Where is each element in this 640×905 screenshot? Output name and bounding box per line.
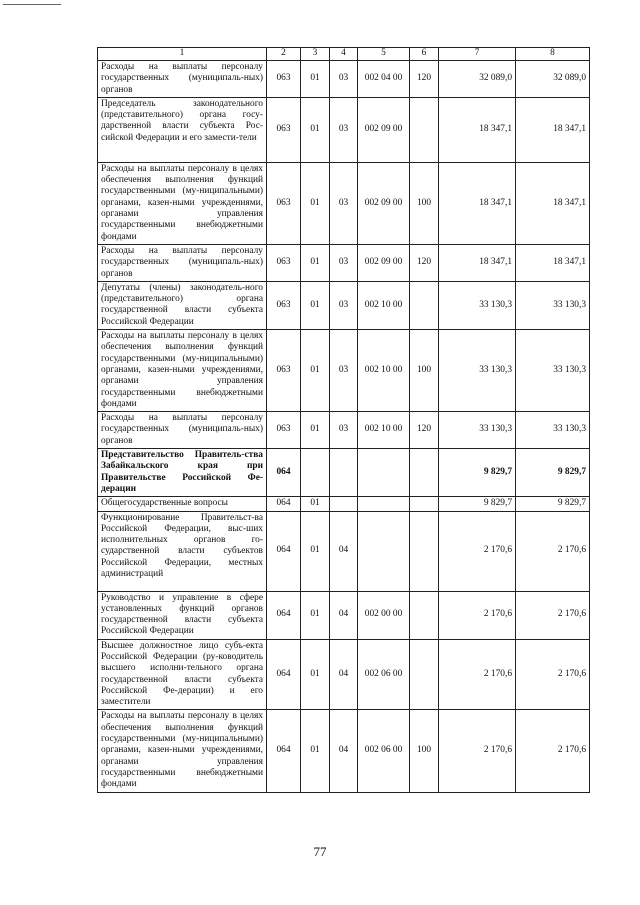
header-cell: 1 [98,48,267,61]
expense-type-cell: 100 [410,710,439,792]
section-cell: 01 [301,162,330,244]
expense-type-cell [410,497,439,511]
header-cell: 5 [358,48,410,61]
table-row [98,511,590,591]
ved-cell: 064 [267,449,301,497]
table-row [98,639,590,710]
amount-cell: 9 829,7 [439,497,516,511]
ved-cell: 063 [267,61,301,98]
amount-cell: 18 347,1 [516,97,590,162]
target-article-cell: 002 06 00 [358,639,410,710]
name-cell: Руководство и управление в сфере установленных функций органов государственной власти субъекта Российской Федерации [98,591,267,639]
table-row [98,97,590,162]
amount-cell: 9 829,7 [516,449,590,497]
name-cell: Председатель законодательного (представительного) органа госу-дарственной власти субъекта Рос-сийской Федерации и его замести-тели [98,97,267,162]
table-row [98,244,590,281]
expense-type-cell [410,449,439,497]
section-cell: 01 [301,61,330,98]
header-cell: 6 [410,48,439,61]
subsection-cell: 04 [330,639,358,710]
amount-cell: 9 829,7 [439,449,516,497]
amount-cell: 2 170,6 [516,639,590,710]
amount-cell: 2 170,6 [439,511,516,591]
expense-type-cell [410,511,439,591]
amount-cell: 33 130,3 [439,330,516,412]
expense-type-cell [410,97,439,162]
ved-cell: 064 [267,639,301,710]
name-cell: Представительство Правитель-ства Забайкальского края при Правительстве Российской Фе-дерации [98,449,267,497]
expense-type-cell: 120 [410,61,439,98]
amount-cell: 2 170,6 [516,591,590,639]
section-cell: 01 [301,281,330,329]
table-row [98,497,590,511]
ved-cell: 063 [267,281,301,329]
ved-cell: 063 [267,97,301,162]
section-cell: 01 [301,497,330,511]
amount-cell: 2 170,6 [516,710,590,792]
subsection-cell: 04 [330,591,358,639]
subsection-cell: 03 [330,244,358,281]
ved-cell: 063 [267,244,301,281]
name-cell: Расходы на выплаты персоналу государственных (муниципаль-ных) органов [98,244,267,281]
table-row [98,61,590,98]
expense-type-cell: 100 [410,330,439,412]
amount-cell: 18 347,1 [516,244,590,281]
expense-type-cell [410,639,439,710]
amount-cell: 33 130,3 [516,281,590,329]
amount-cell: 2 170,6 [439,710,516,792]
section-cell: 01 [301,639,330,710]
subsection-cell [330,497,358,511]
name-cell: Расходы на выплаты персоналу государственных (муниципаль-ных) органов [98,61,267,98]
header-cell: 2 [267,48,301,61]
table-row [98,330,590,412]
subsection-cell: 04 [330,511,358,591]
ved-cell: 064 [267,497,301,511]
ved-cell: 064 [267,710,301,792]
amount-cell: 18 347,1 [439,97,516,162]
section-cell: 01 [301,330,330,412]
amount-cell: 2 170,6 [516,511,590,591]
target-article-cell: 002 09 00 [358,244,410,281]
table-row [98,710,590,792]
target-article-cell: 002 10 00 [358,330,410,412]
subsection-cell: 03 [330,281,358,329]
name-cell: Расходы на выплаты персоналу в целях обеспечения выполнения функций государственными (му-ниципальными) органами, казен-ными учреждениями, органами управления государственными внебюджетными фондами [98,162,267,244]
section-cell: 01 [301,244,330,281]
page-number: 77 [313,844,327,859]
amount-cell: 18 347,1 [439,162,516,244]
table-row [98,162,590,244]
section-cell [301,449,330,497]
target-article-cell [358,497,410,511]
name-cell: Высшее должностное лицо субъ-екта Российской Федерации (ру-ководитель высшего исполни-тельного органа государственной власти субъекта Российской Фе-дерации) и его заместители [98,639,267,710]
target-article-cell: 002 00 00 [358,591,410,639]
ved-cell: 064 [267,511,301,591]
header-cell: 3 [301,48,330,61]
ved-cell: 063 [267,412,301,449]
target-article-cell: 002 09 00 [358,97,410,162]
section-cell: 01 [301,710,330,792]
section-cell: 01 [301,97,330,162]
header-row [98,48,590,61]
name-cell: Депутаты (члены) законодатель-ного (представительного) органа государственной власти субъекта Российской Федерации [98,281,267,329]
header-cell: 4 [330,48,358,61]
amount-cell: 2 170,6 [439,639,516,710]
target-article-cell [358,511,410,591]
subsection-cell: 04 [330,710,358,792]
target-article-cell [358,449,410,497]
amount-cell: 9 829,7 [516,497,590,511]
expense-type-cell [410,281,439,329]
corner-rule [3,4,61,5]
name-cell: Функционирование Правительст-ва Российской Федерации, выс-ших исполнительных органов го-сударственной власти субъектов Российской Федерации, местных администраций [98,511,267,591]
subsection-cell: 03 [330,61,358,98]
target-article-cell: 002 06 00 [358,710,410,792]
section-cell: 01 [301,591,330,639]
amount-cell: 32 089,0 [439,61,516,98]
amount-cell: 33 130,3 [439,412,516,449]
budget-table [97,47,590,793]
subsection-cell: 03 [330,330,358,412]
section-cell: 01 [301,511,330,591]
amount-cell: 18 347,1 [439,244,516,281]
target-article-cell: 002 10 00 [358,281,410,329]
name-cell: Расходы на выплаты персоналу в целях обеспечения выполнения функций государственными (му-ниципальными) органами, казен-ными учреждениями, органами управления государственными внебюджетными фондами [98,330,267,412]
name-cell: Расходы на выплаты персоналу в целях обеспечения выполнения функций государственными (му-ниципальными) органами, казен-ными учреждениями, органами управления государственными внебюджетными фондами [98,710,267,792]
expense-type-cell: 120 [410,412,439,449]
name-cell: Общегосударственные вопросы [98,497,267,511]
header-cell: 7 [439,48,516,61]
amount-cell: 18 347,1 [516,162,590,244]
header-cell: 8 [516,48,590,61]
subsection-cell: 03 [330,162,358,244]
expense-type-cell [410,591,439,639]
target-article-cell: 002 04 00 [358,61,410,98]
subsection-cell: 03 [330,412,358,449]
amount-cell: 33 130,3 [516,330,590,412]
target-article-cell: 002 10 00 [358,412,410,449]
table-row [98,281,590,329]
ved-cell: 064 [267,591,301,639]
amount-cell: 32 089,0 [516,61,590,98]
section-cell: 01 [301,412,330,449]
amount-cell: 33 130,3 [516,412,590,449]
subsection-cell [330,449,358,497]
expense-type-cell: 100 [410,162,439,244]
ved-cell: 063 [267,162,301,244]
name-cell: Расходы на выплаты персоналу государственных (муниципаль-ных) органов [98,412,267,449]
table-row [98,449,590,497]
subsection-cell: 03 [330,97,358,162]
target-article-cell: 002 09 00 [358,162,410,244]
expense-type-cell: 120 [410,244,439,281]
table-row [98,412,590,449]
amount-cell: 2 170,6 [439,591,516,639]
ved-cell: 063 [267,330,301,412]
table-row [98,591,590,639]
amount-cell: 33 130,3 [439,281,516,329]
